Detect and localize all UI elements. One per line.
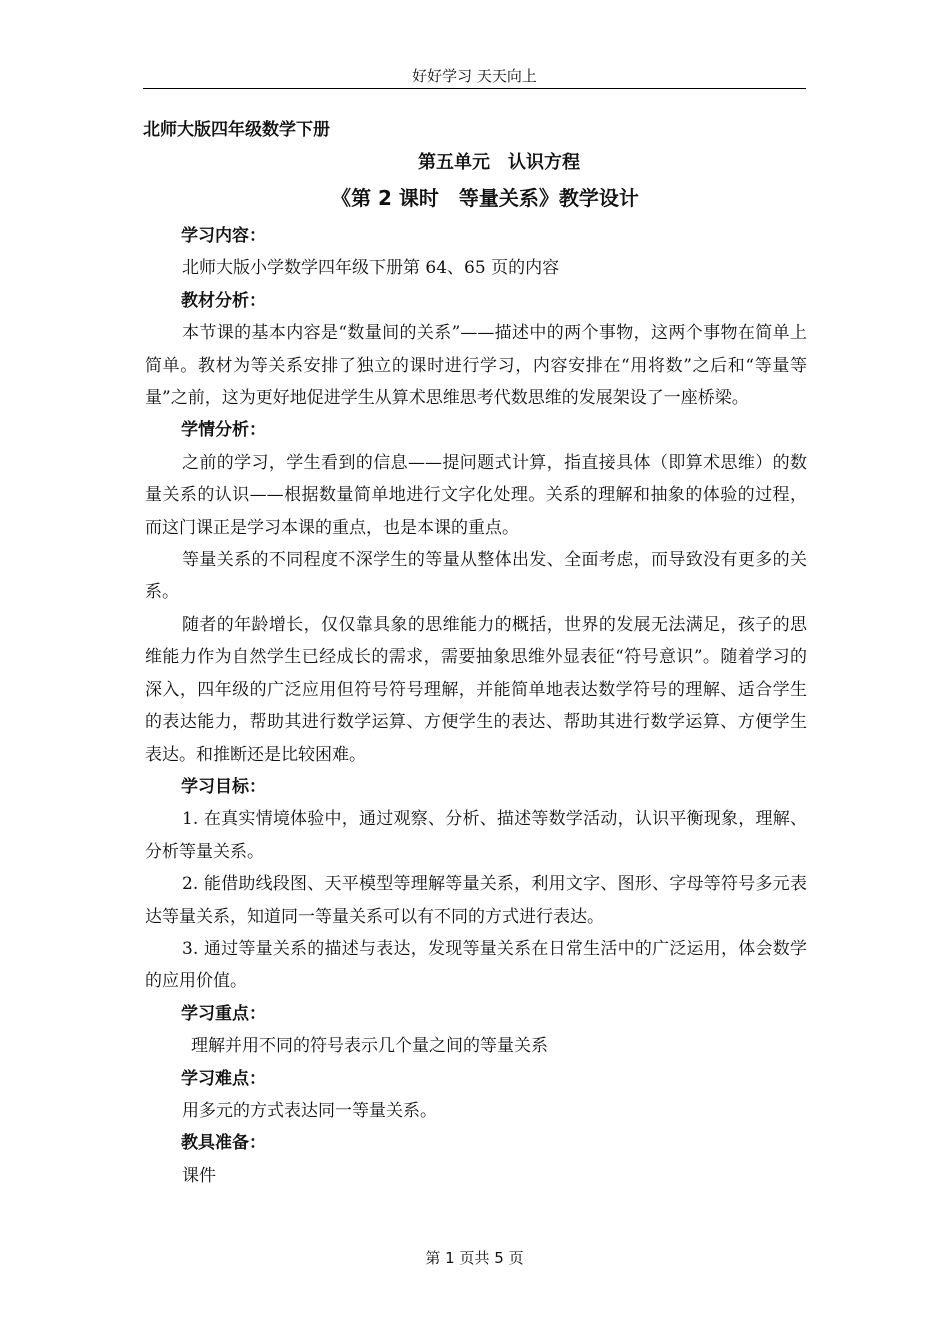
header-divider	[143, 88, 806, 89]
materials-text: 课件	[182, 1165, 216, 1186]
materials-heading: 教具准备：	[181, 1133, 266, 1154]
content-text: 北师大版小学数学四年级下册第 64、65 页的内容	[182, 258, 560, 279]
goal-item-2: 2. 能借助线段图、天平模型等理解等量关系，利用文字、图形、字母等符号多元表达等量关系，知道同一等量关系可以有不同的方式进行表达。	[145, 874, 807, 927]
goals-heading: 学习目标：	[181, 776, 266, 797]
page-header: 好好学习 天天向上	[412, 67, 537, 85]
learner-paragraph-3: 随者的年龄增长，仅仅靠具象的思维能力的概括，世界的发展无法满足，孩子的思维能力作为自然学生已经成长的需求，需要抽象思维外显表征“符号意识”。随着学习的深入，四年级的广泛应用但符号符号理解，并能简单地表达数学符号的理解、适合学生的表达能力，帮助其进行数学运算、方便学生的表达、帮助其进行数学运算、方便学生表达。和推断还是比较困难。	[145, 614, 807, 765]
learner-paragraph-1: 之前的学习，学生看到的信息——提问题式计算，指直接具体（即算术思维）的数量关系的认识——根据数量简单地进行文字化处理。关系的理解和抽象的体验的过程，而这门课正是学习本课的重点，也是本课的重点。	[145, 452, 807, 538]
learner-heading: 学情分析：	[181, 420, 266, 441]
goal-item-1: 1. 在真实情境体验中，通过观察、分析、描述等数学活动，认识平衡现象，理解、分析等量关系。	[145, 809, 807, 862]
goal-item-3: 3. 通过等量关系的描述与表达，发现等量关系在日常生活中的广泛运用，体会数学的应用价值。	[145, 938, 807, 992]
learner-paragraph-2: 等量关系的不同程度不深学生的等量从整体出发、全面考虑，而导致没有更多的关系。	[145, 550, 807, 603]
lesson-title: 《第 2 课时 等量关系》教学设计	[331, 186, 639, 210]
content-heading: 学习内容：	[181, 226, 266, 246]
unit-title: 第五单元 认识方程	[418, 152, 580, 173]
textbook-text: 本节课的基本内容是“数量间的关系”——描述中的两个事物，这两个事物在简单上简单。教材为等关系安排了独立的课时进行学习，内容安排在“用将数”之后和“等量等量”之前，这为更好地促进学生从算术思维思考代数思维的发展架设了一座桥梁。	[145, 323, 807, 409]
publisher-line: 北师大版四年级数学下册	[143, 120, 330, 140]
document-body	[145, 220, 807, 1192]
difficulty-text: 用多元的方式表达同一等量关系。	[182, 1100, 437, 1121]
page-footer: 第 1 页共 5 页	[425, 1249, 524, 1267]
textbook-heading: 教材分析：	[181, 290, 266, 311]
difficulty-heading: 学习难点：	[181, 1068, 266, 1089]
key-point-heading: 学习重点：	[181, 1003, 266, 1024]
key-point-text: 理解并用不同的符号表示几个量之间的等量关系	[191, 1036, 548, 1057]
